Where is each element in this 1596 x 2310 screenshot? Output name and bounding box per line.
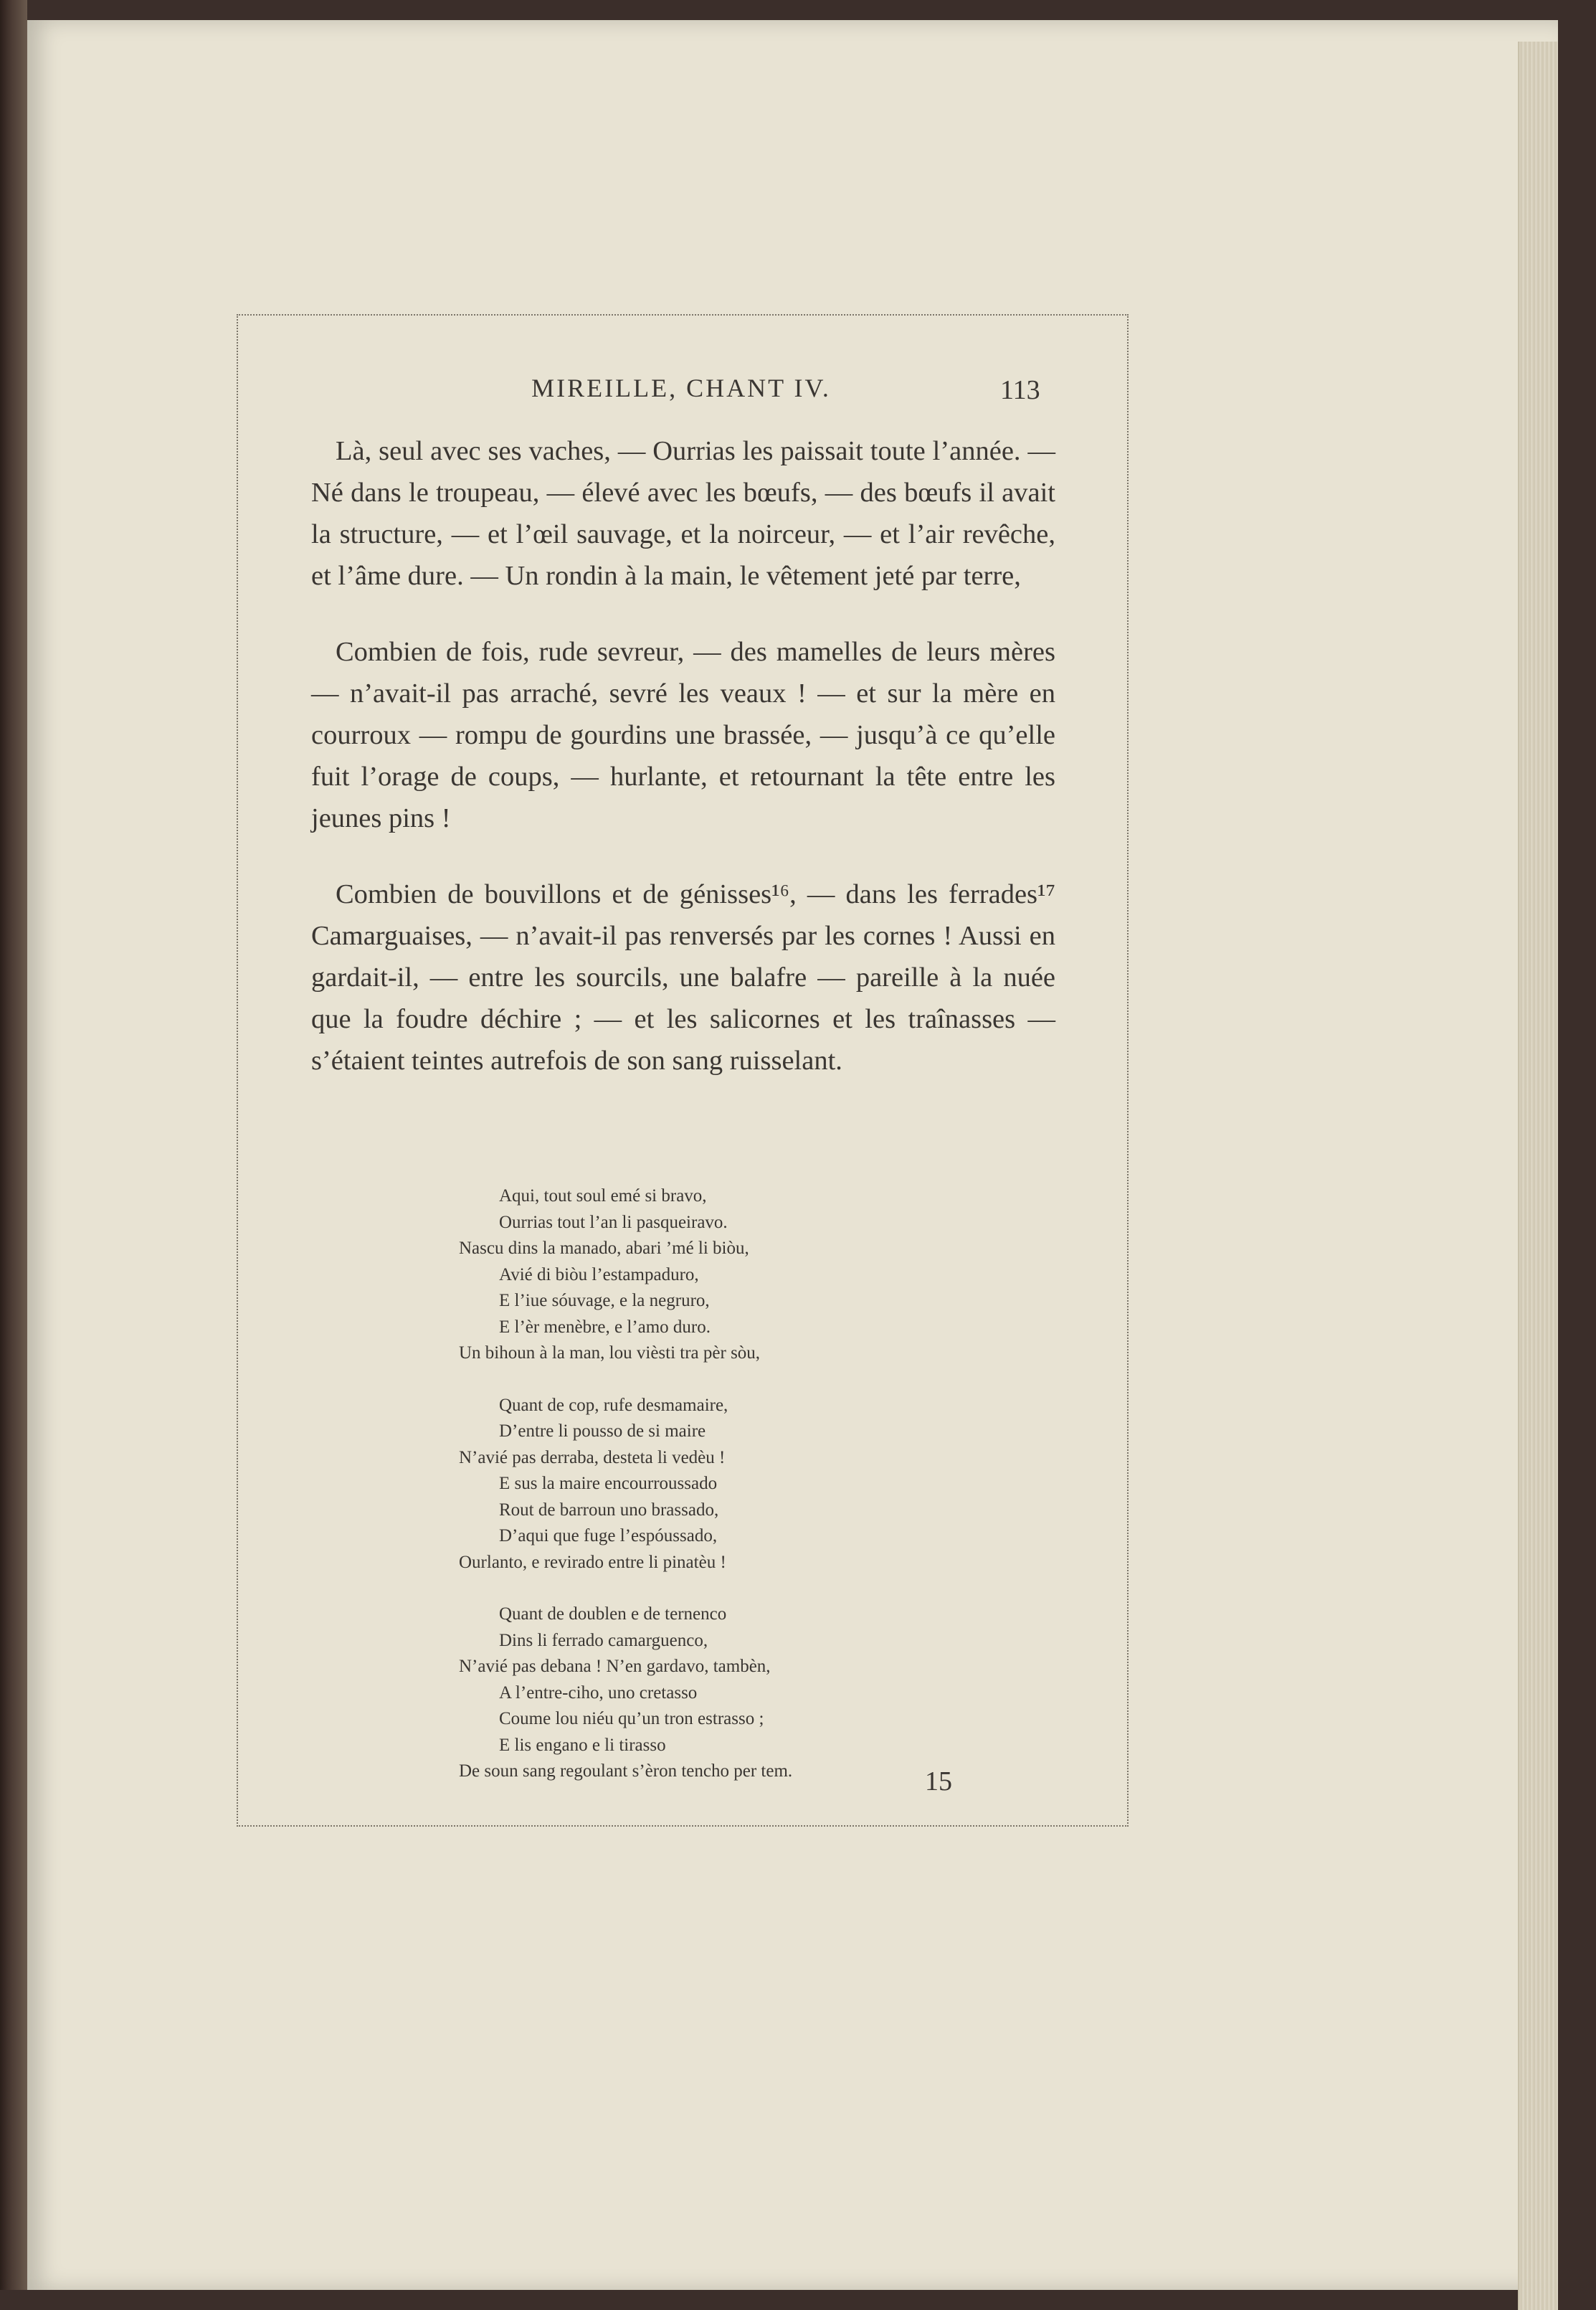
- page-number: 113: [1000, 375, 1040, 405]
- running-title: MIREILLE, CHANT IV.: [531, 374, 831, 402]
- verse-stanza-1: [459, 1183, 932, 1367]
- verse-line: Rout de barroun uno brassado,: [499, 1500, 719, 1520]
- verse-line: N’avié pas debana ! N’en gardavo, tambèn,: [459, 1657, 771, 1676]
- verse-line: Avié di biòu l’estampaduro,: [499, 1264, 699, 1284]
- verse-line: De soun sang regoulant s’èron tencho per tem.: [459, 1761, 793, 1781]
- verse-line: Ourlanto, e revirado entre li pinatèu !: [459, 1552, 726, 1572]
- verse-line: D’entre li pousso de si maire: [499, 1421, 706, 1441]
- prose-paragraph-3: Combien de bouvillons et de génisses¹⁶, — dans les ferrades¹⁷ Camarguaises, — n’avait-il pas renversés par les cornes ! Aussi en gardait-il, — entre les sourcils, une balafre — pareille à la nuée que la foudre déchire ; — et les salicornes et les traînasses — s’étaient teintes autrefois de son sang ruisselant.: [311, 879, 1055, 1076]
- verse-line: D’aqui que fuge l’espóussado,: [499, 1526, 718, 1545]
- verse-line: Ourrias tout l’an li pasqueiravo.: [499, 1212, 728, 1232]
- signature-mark: 15: [925, 1766, 952, 1797]
- verse-line: Quant de cop, rufe desmamaire,: [499, 1395, 728, 1415]
- verse-line: Un bihoun à la man, lou vièsti tra pèr sòu,: [459, 1343, 761, 1363]
- verse-stanza-2: [459, 1393, 932, 1576]
- verse-line: Aqui, tout soul emé si bravo,: [499, 1186, 707, 1206]
- provencal-verse: [459, 1183, 932, 1811]
- verse-line: E l’èr menèbre, e l’amo duro.: [499, 1317, 711, 1337]
- book-spine: [0, 0, 27, 2290]
- prose-paragraph-1: Là, seul avec ses vaches, — Ourrias les paissait toute l’année. — Né dans le troupeau, — élevé avec les bœufs, — des bœufs il avait la structure, — et l’œil sauvage, et la noirceur, — et l’air revêche, et l’âme dure. — Un rondin à la main, le vêtement jeté par terre,: [311, 436, 1055, 591]
- verse-line: E lis engano e li tirasso: [499, 1735, 666, 1755]
- verse-line: Coume lou niéu qu’un tron estrasso ;: [499, 1709, 764, 1728]
- verse-line: E l’iue sóuvage, e la negruro,: [499, 1291, 710, 1310]
- prose-translation: [311, 430, 1055, 1116]
- verse-line: A l’entre-ciho, uno cretasso: [499, 1682, 698, 1703]
- prose-paragraph-2: Combien de fois, rude sevreur, — des mamelles de leurs mères — n’avait-il pas arraché, sevré les veaux ! — et sur la mère en courroux — rompu de gourdins une brassée, — jusqu’à ce qu’elle fuit l’orage de coups, — hurlante, et retournant la tête entre les jeunes pins !: [311, 637, 1055, 833]
- page-edges: [1518, 42, 1558, 2310]
- verse-line: Nascu dins la manado, abari ’mé li biòu,: [459, 1239, 749, 1258]
- verse-line: Dins li ferrado camarguenco,: [499, 1630, 708, 1650]
- verse-line: N’avié pas derraba, desteta li vedèu !: [459, 1447, 726, 1467]
- verse-line: E sus la maire encourroussado: [499, 1474, 718, 1493]
- verse-stanza-3: [459, 1601, 932, 1785]
- verse-line: Quant de doublen e de ternenco: [499, 1604, 727, 1624]
- running-header: [237, 373, 1126, 416]
